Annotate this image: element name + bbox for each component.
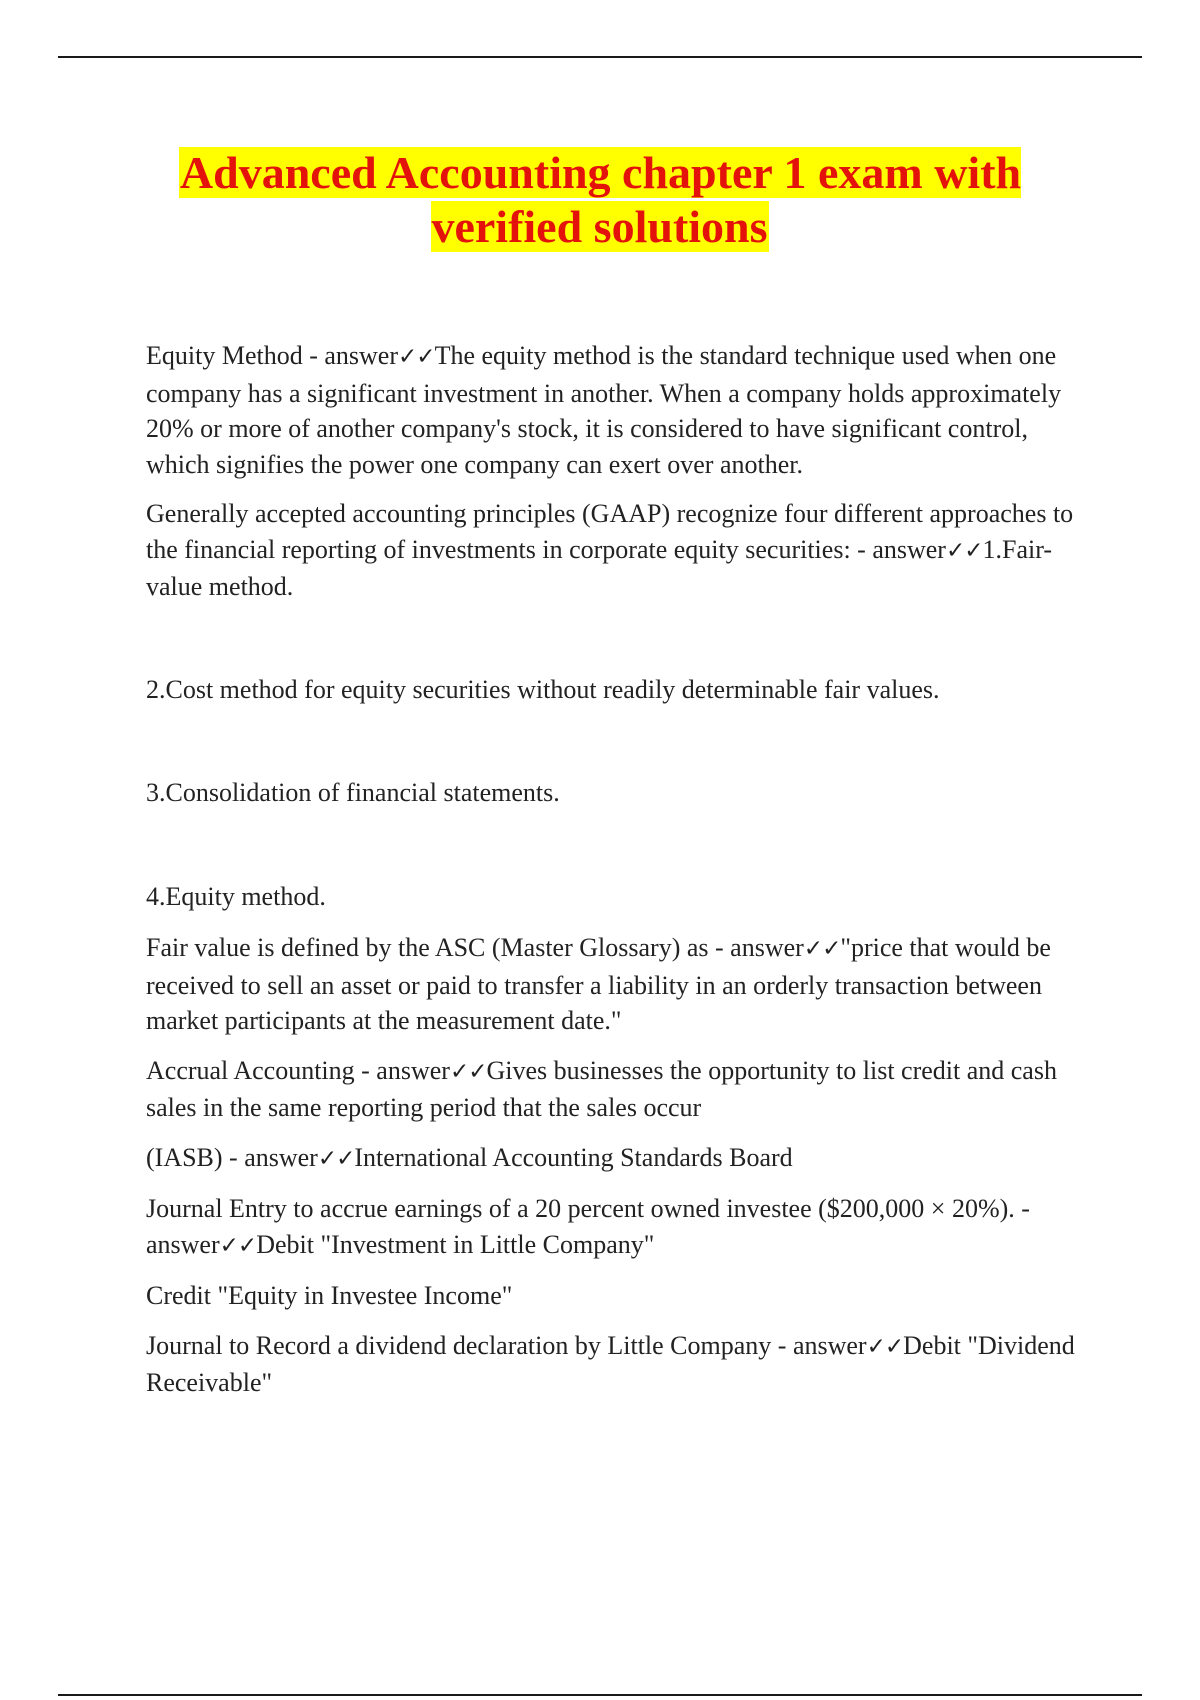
answer-text: 1.Fair-value method.	[146, 534, 1053, 601]
list-item: 4.Equity method.	[146, 881, 326, 911]
answer-text: Gives businesses the opportunity to list credit and cash sales in the same reporting period that the sales occur	[146, 1055, 1057, 1122]
qa-entry-journal-dividend	[146, 1328, 1096, 1401]
check-mark-icon: ✓✓	[803, 936, 841, 962]
answer-text: Debit "Investment in Little Company"	[256, 1229, 655, 1259]
list-item: 2.Cost method for equity securities without readily determinable fair values.	[146, 674, 940, 704]
check-mark-icon: ✓✓	[866, 1333, 904, 1360]
answer-text: Debit "Dividend Receivable"	[146, 1330, 1075, 1397]
page-title	[100, 146, 1100, 254]
qa-entry-accrual-accounting	[146, 1053, 1096, 1126]
question-text: Accrual Accounting - answer	[146, 1055, 450, 1085]
question-text: Equity Method - answer	[146, 341, 399, 370]
qa-entry-iasb	[146, 1140, 1096, 1178]
check-mark-icon: ✓✓	[219, 1232, 257, 1259]
list-item: 3.Consolidation of financial statements.	[146, 778, 560, 807]
question-text: Generally accepted accounting principles (GAAP) recognize four different approaches to the financial reporting of investments in corporate equity securities: - answer	[146, 499, 1074, 564]
question-text: Journal to Record a dividend declaration by Little Company - answer	[146, 1330, 867, 1360]
answer-text: International Accounting Standards Board	[354, 1142, 793, 1172]
top-rule	[58, 56, 1142, 58]
qa-entry-equity-method	[146, 338, 1096, 482]
answer-text: "price that would be received to sell an asset or paid to transfer a liability in an orderly transaction between market participants at the measurement date."	[146, 933, 1051, 1035]
check-mark-icon: ✓✓	[398, 344, 435, 370]
question-text: Fair value is defined by the ASC (Master Glossary) as - answer	[146, 933, 804, 962]
title-highlight: Advanced Accounting chapter 1 exam with verified solutions	[179, 147, 1022, 252]
document-body	[146, 338, 1096, 1415]
qa-entry-fair-value	[146, 930, 1096, 1039]
check-mark-icon: ✓✓	[317, 1145, 355, 1172]
answer-text: The equity method is the standard technique used when one company has a significant investment in another. When a company holds approximately 20% or more of another company's stock, it is considered to have significant control, which signifies the power one company can exert over another.	[146, 341, 1062, 479]
question-text: (IASB) - answer	[146, 1142, 318, 1172]
bottom-rule	[58, 1694, 1142, 1696]
check-mark-icon: ✓✓	[945, 537, 983, 564]
question-text: Journal Entry to accrue earnings of a 20 percent owned investee ($200,000 × 20%). - answer	[146, 1194, 1030, 1259]
check-mark-icon: ✓✓	[449, 1058, 487, 1085]
qa-entry-gaap-approaches	[146, 496, 1096, 605]
answer-continuation: Credit "Equity in Investee Income"	[146, 1281, 513, 1310]
qa-entry-journal-accrue	[146, 1191, 1096, 1264]
